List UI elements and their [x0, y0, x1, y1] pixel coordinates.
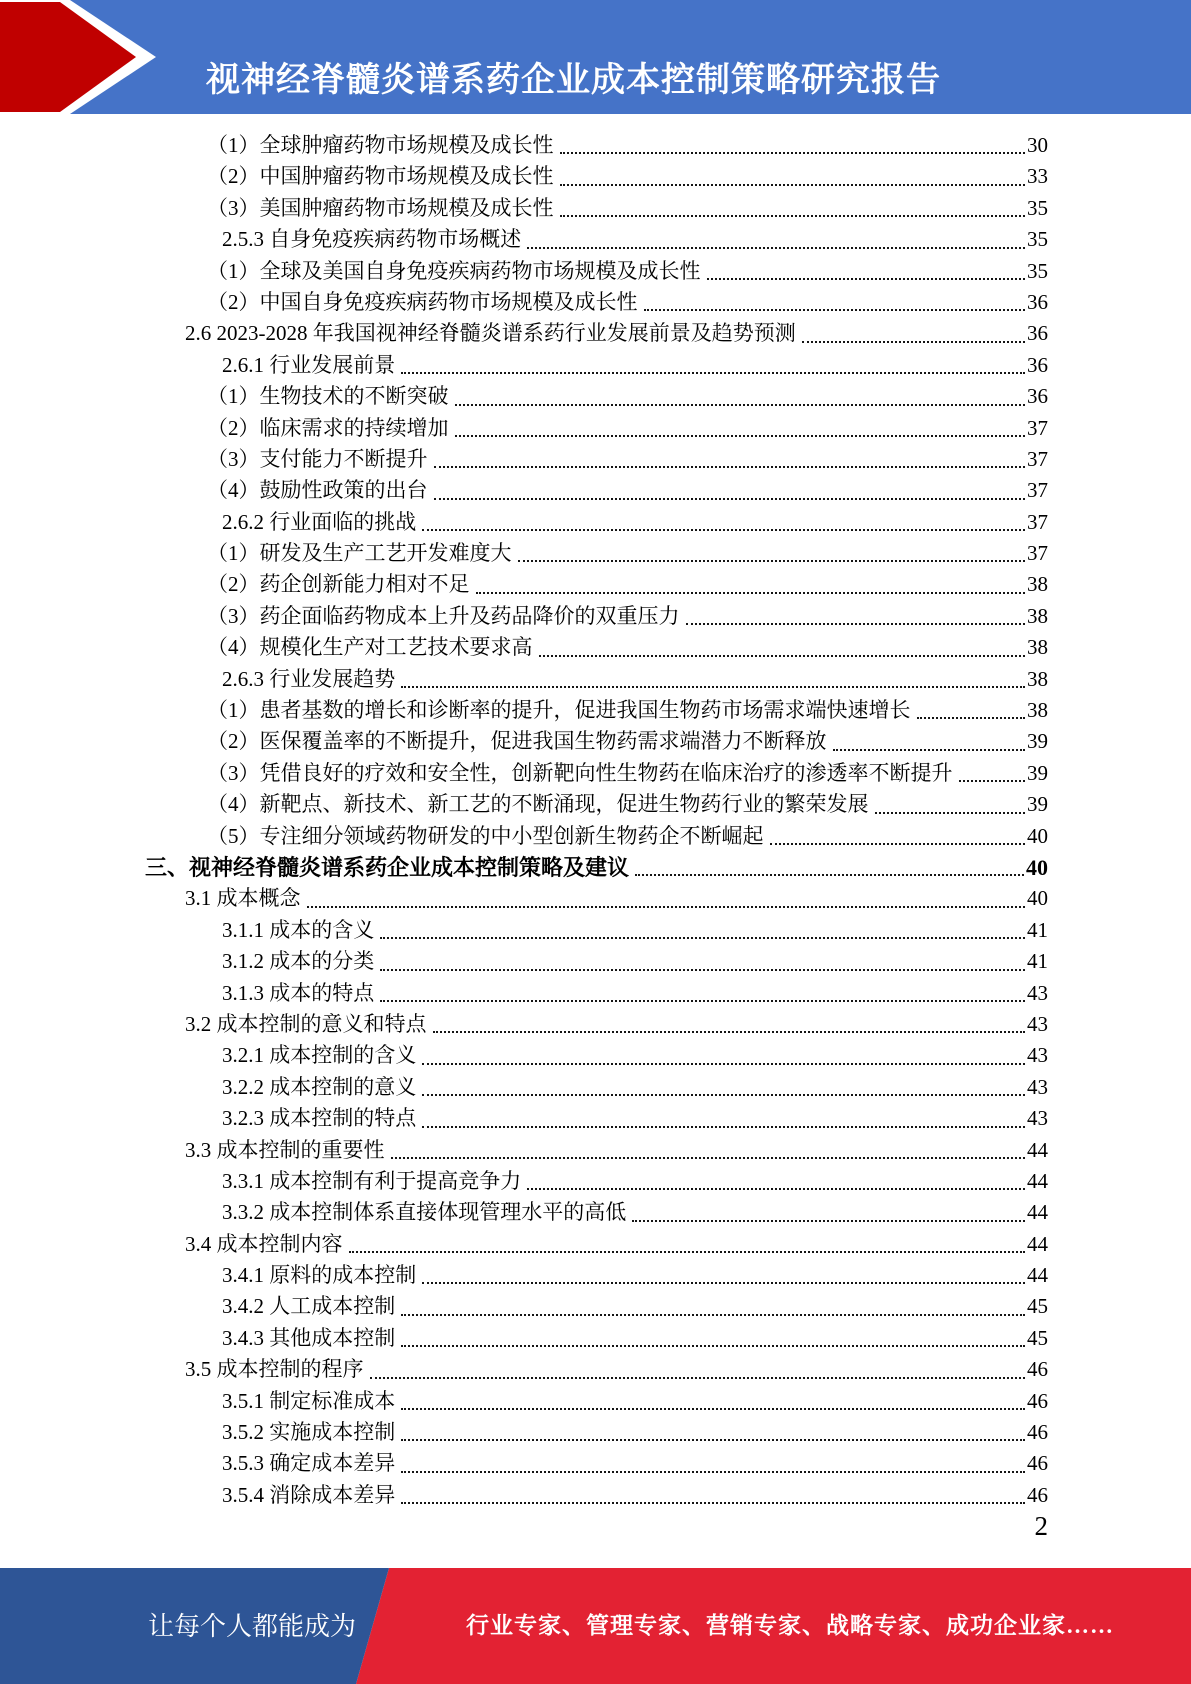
toc-entry-label: 2.6.2 行业面临的挑战	[222, 509, 417, 534]
toc-entry-label: （4）规模化生产对工艺技术要求高	[207, 635, 533, 660]
dotted-leader	[455, 435, 1026, 437]
toc-entry	[0, 726, 1048, 757]
toc-entry-label: （2）临床需求的持续增加	[207, 415, 449, 440]
toc-entry-page-number: 44	[1027, 1200, 1048, 1225]
dotted-leader	[770, 843, 1026, 845]
toc-entry-page-number: 46	[1027, 1388, 1048, 1413]
toc-entry-page-number: 41	[1027, 949, 1048, 974]
toc-entry	[0, 1166, 1048, 1197]
chevron-right-arrow-icon	[0, 0, 162, 114]
dotted-leader	[422, 529, 1025, 531]
toc-entry	[0, 1103, 1048, 1134]
toc-entry-label: 3.1.1 成本的含义	[222, 917, 375, 942]
dotted-leader	[802, 341, 1025, 343]
toc-entry-label: 3.3.1 成本控制有利于提高竞争力	[222, 1168, 522, 1193]
dotted-leader	[391, 1157, 1026, 1159]
dotted-leader	[959, 780, 1026, 782]
toc-entry-label: （4）新靶点、新技术、新工艺的不断涌现，促进生物药行业的繁荣发展	[207, 792, 869, 817]
toc-entry-page-number: 40	[1027, 823, 1048, 848]
toc-entry-page-number: 43	[1027, 980, 1048, 1005]
dotted-leader	[401, 1439, 1025, 1441]
dotted-leader	[422, 1282, 1025, 1284]
toc-entry-page-number: 35	[1027, 195, 1048, 220]
toc-entry-label: 3.4.3 其他成本控制	[222, 1325, 396, 1350]
toc-entry-label: 3.3.2 成本控制体系直接体现管理水平的高低	[222, 1200, 627, 1225]
toc-entry	[0, 852, 1048, 883]
toc-entry-label: 3.5.1 制定标准成本	[222, 1388, 396, 1413]
toc-entry	[0, 569, 1048, 600]
toc-entry-page-number: 38	[1027, 635, 1048, 660]
toc-entry	[0, 915, 1048, 946]
toc-entry-page-number: 36	[1027, 352, 1048, 377]
toc-entry	[0, 1072, 1048, 1103]
toc-entry	[0, 821, 1048, 852]
toc-entry-label: 3.5 成本控制的程序	[185, 1357, 364, 1382]
toc-entry-label: 3.5.4 消除成本差异	[222, 1482, 396, 1507]
toc-entry-label: （2）药企创新能力相对不足	[207, 572, 470, 597]
toc-entry-page-number: 36	[1027, 289, 1048, 314]
toc-entry-label: 三、视神经脊髓炎谱系药企业成本控制策略及建议	[145, 854, 630, 880]
toc-entry-label: 3.2.3 成本控制的特点	[222, 1106, 417, 1131]
toc-entry	[0, 695, 1048, 726]
toc-entry-label: 3.4.1 原料的成本控制	[222, 1263, 417, 1288]
toc-entry-page-number: 35	[1027, 258, 1048, 283]
dotted-leader	[560, 152, 1026, 154]
toc-entry-page-number: 30	[1027, 133, 1048, 157]
toc-entry-page-number: 40	[1027, 886, 1048, 911]
toc-entry	[0, 789, 1048, 820]
toc-entry-page-number: 38	[1027, 603, 1048, 628]
dotted-leader	[380, 1000, 1025, 1002]
dotted-leader	[527, 247, 1025, 249]
toc-entry	[0, 946, 1048, 977]
toc-entry-page-number: 44	[1027, 1263, 1048, 1288]
dotted-leader	[632, 1220, 1025, 1222]
toc-entry	[0, 256, 1048, 287]
dotted-leader	[527, 1188, 1025, 1190]
dotted-leader	[686, 623, 1026, 625]
toc-entry-page-number: 37	[1027, 509, 1048, 534]
toc-entry	[0, 161, 1048, 192]
toc-entry-label: 2.6.1 行业发展前景	[222, 352, 396, 377]
toc-entry-label: （1）全球及美国自身免疫疾病药物市场规模及成长性	[207, 258, 701, 283]
dotted-leader	[422, 1126, 1025, 1128]
toc-entry-page-number: 38	[1027, 698, 1048, 723]
toc-entry	[0, 883, 1048, 914]
toc-entry	[0, 193, 1048, 224]
toc-entry	[0, 381, 1048, 412]
toc-entry-label: 2.6 2023-2028 年我国视神经脊髓炎谱系药行业发展前景及趋势预测	[185, 321, 796, 346]
toc-entry-label: 3.5.3 确定成本差异	[222, 1451, 396, 1476]
toc-entry-label: （3）药企面临药物成本上升及药品降价的双重压力	[207, 603, 680, 628]
dotted-leader	[917, 717, 1026, 719]
toc-entry	[0, 224, 1048, 255]
toc-entry-label: （1）研发及生产工艺开发难度大	[207, 541, 512, 566]
toc-entry-page-number: 46	[1027, 1482, 1048, 1507]
dotted-leader	[434, 466, 1026, 468]
toc-entry-page-number: 44	[1027, 1231, 1048, 1256]
dotted-leader	[539, 655, 1026, 657]
dotted-leader	[401, 1502, 1025, 1504]
dotted-leader	[434, 498, 1026, 500]
toc-entry	[0, 1260, 1048, 1291]
dotted-leader	[422, 1063, 1025, 1065]
toc-entry-page-number: 39	[1027, 760, 1048, 785]
toc-entry-label: 3.2.1 成本控制的含义	[222, 1043, 417, 1068]
dotted-leader	[635, 874, 1024, 876]
toc-entry	[0, 350, 1048, 381]
dotted-leader	[370, 1377, 1026, 1379]
dotted-leader	[401, 1471, 1025, 1473]
toc-entry	[0, 664, 1048, 695]
toc-entry-page-number: 37	[1027, 478, 1048, 503]
dotted-leader	[380, 969, 1025, 971]
toc-entry-page-number: 36	[1027, 384, 1048, 409]
toc-entry-page-number: 44	[1027, 1137, 1048, 1162]
dotted-leader	[401, 1345, 1025, 1347]
toc-entry-label: 3.1 成本概念	[185, 886, 301, 911]
toc-entry	[0, 1386, 1048, 1417]
toc-entry	[0, 758, 1048, 789]
toc-entry-label: 2.6.3 行业发展趋势	[222, 666, 396, 691]
toc-entry	[0, 1291, 1048, 1322]
report-header	[0, 0, 1191, 114]
toc-entry-label: （2）医保覆盖率的不断提升，促进我国生物药需求端潜力不断释放	[207, 729, 827, 754]
toc-entry-page-number: 38	[1027, 572, 1048, 597]
dotted-leader	[455, 404, 1026, 406]
toc-entry	[0, 475, 1048, 506]
toc-entry-page-number: 37	[1027, 415, 1048, 440]
dotted-leader	[380, 937, 1025, 939]
toc-entry-label: 3.2.2 成本控制的意义	[222, 1074, 417, 1099]
toc-entry-page-number: 45	[1027, 1325, 1048, 1350]
toc-entry-page-number: 41	[1027, 917, 1048, 942]
toc-entry-label: 3.3 成本控制的重要性	[185, 1137, 385, 1162]
toc-entry	[0, 1323, 1048, 1354]
toc-entry	[0, 978, 1048, 1009]
toc-entry-label: （3）凭借良好的疗效和安全性，创新靶向性生物药在临床治疗的渗透率不断提升	[207, 760, 953, 785]
dotted-leader	[518, 560, 1026, 562]
toc-entry-label: （4）鼓励性政策的出台	[207, 478, 428, 503]
toc-entry-label: 3.2 成本控制的意义和特点	[185, 1011, 427, 1036]
toc-entry-page-number: 37	[1027, 446, 1048, 471]
toc-entry-page-number: 43	[1027, 1106, 1048, 1131]
dotted-leader	[433, 1031, 1026, 1033]
toc-entry-page-number: 39	[1027, 792, 1048, 817]
dotted-leader	[401, 686, 1025, 688]
dotted-leader	[401, 1314, 1025, 1316]
dotted-leader	[875, 812, 1026, 814]
dotted-leader	[401, 1408, 1025, 1410]
toc-entry	[0, 1229, 1048, 1260]
toc-entry	[0, 1448, 1048, 1479]
toc-entry	[0, 1040, 1048, 1071]
toc-entry-page-number: 43	[1027, 1074, 1048, 1099]
toc-entry	[0, 1009, 1048, 1040]
dotted-leader	[560, 184, 1026, 186]
toc-entry-label: （1）全球肿瘤药物市场规模及成长性	[207, 133, 554, 157]
toc-entry	[0, 601, 1048, 632]
toc-entry	[0, 1197, 1048, 1228]
dotted-leader	[307, 906, 1026, 908]
toc-entry-label: （5）专注细分领域药物研发的中小型创新生物药企不断崛起	[207, 823, 764, 848]
toc-entry-page-number: 43	[1027, 1043, 1048, 1068]
toc-entry-page-number: 33	[1027, 164, 1048, 189]
page-number: 2	[1034, 1511, 1048, 1541]
toc-entry-page-number: 45	[1027, 1294, 1048, 1319]
toc-entry	[0, 1354, 1048, 1385]
toc-entry-page-number: 39	[1027, 729, 1048, 754]
toc-entry-page-number: 46	[1027, 1420, 1048, 1445]
toc-entry	[0, 444, 1048, 475]
table-of-contents	[0, 114, 1191, 1511]
toc-entry-page-number: 35	[1027, 227, 1048, 252]
toc-entry-label: 3.4 成本控制内容	[185, 1231, 343, 1256]
footer-banner	[0, 1568, 1191, 1684]
toc-entry-label: （3）支付能力不断提升	[207, 446, 428, 471]
dotted-leader	[560, 215, 1026, 217]
toc-entry	[0, 130, 1048, 161]
toc-entry-label: 3.1.2 成本的分类	[222, 949, 375, 974]
toc-entry-page-number: 46	[1027, 1357, 1048, 1382]
toc-entry-label: 2.5.3 自身免疫疾病药物市场概述	[222, 227, 522, 252]
toc-entry	[0, 287, 1048, 318]
toc-entry	[0, 1135, 1048, 1166]
footer-slogan-left: 让每个人都能成为	[148, 1612, 357, 1641]
dotted-leader	[644, 309, 1026, 311]
dotted-leader	[401, 372, 1025, 374]
toc-entry	[0, 632, 1048, 663]
dotted-leader	[476, 592, 1026, 594]
toc-entry	[0, 1417, 1048, 1448]
toc-entry	[0, 538, 1048, 569]
dotted-leader	[833, 749, 1026, 751]
toc-entry	[0, 413, 1048, 444]
toc-entry-label: 3.4.2 人工成本控制	[222, 1294, 396, 1319]
toc-entry-page-number: 36	[1027, 321, 1048, 346]
toc-entry-page-number: 37	[1027, 541, 1048, 566]
toc-entry-label: （1）生物技术的不断突破	[207, 384, 449, 409]
toc-entry	[0, 318, 1048, 349]
page-title: 视神经脊髓炎谱系药企业成本控制策略研究报告	[206, 60, 941, 99]
toc-entry	[0, 507, 1048, 538]
toc-entry-label: （1）患者基数的增长和诊断率的提升，促进我国生物药市场需求端快速增长	[207, 698, 911, 723]
toc-entry-page-number: 44	[1027, 1168, 1048, 1193]
dotted-leader	[422, 1094, 1025, 1096]
toc-entry	[0, 1480, 1048, 1511]
toc-entry-page-number: 40	[1026, 854, 1048, 880]
toc-entry-label: 3.5.2 实施成本控制	[222, 1420, 396, 1445]
toc-entry-page-number: 38	[1027, 666, 1048, 691]
dotted-leader	[349, 1251, 1026, 1253]
toc-entry-label: （3）美国肿瘤药物市场规模及成长性	[207, 195, 554, 220]
dotted-leader	[707, 278, 1026, 280]
toc-entry-page-number: 46	[1027, 1451, 1048, 1476]
toc-entry-label: （2）中国肿瘤药物市场规模及成长性	[207, 164, 554, 189]
footer-slogan-right: 行业专家、管理专家、营销专家、战略专家、成功企业家……	[466, 1613, 1114, 1638]
toc-entry-page-number: 43	[1027, 1011, 1048, 1036]
toc-entry-label: （2）中国自身免疫疾病药物市场规模及成长性	[207, 289, 638, 314]
toc-entry-label: 3.1.3 成本的特点	[222, 980, 375, 1005]
